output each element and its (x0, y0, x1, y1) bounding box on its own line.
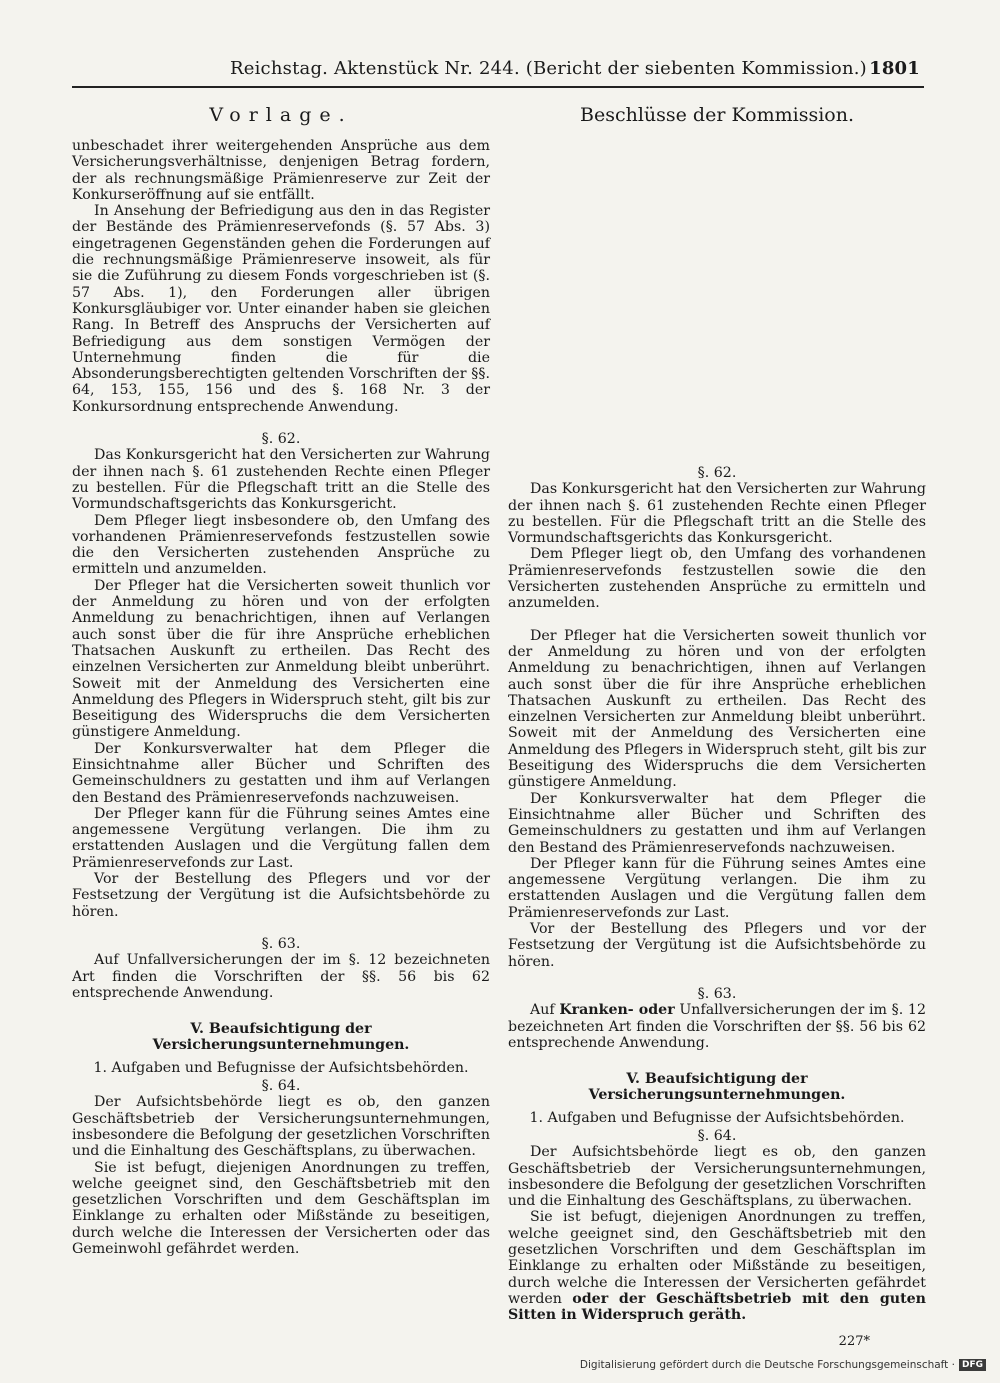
paragraph: Der Konkursverwalter hat dem Pfleger die Einsichtnahme aller Bücher und Schriften des Gemeinschuldners zu gestatten und ihm auf Verlangen den Bestand des Prämienreservefonds nachzuweisen. (508, 790, 926, 856)
right-column (508, 100, 926, 1349)
paragraph (508, 1002, 926, 1051)
paragraph (508, 1209, 926, 1323)
header-rule (72, 86, 924, 88)
paragraph: Der Aufsichtsbehörde liegt es ob, den ganzen Geschäftsbetrieb der Versicherungsunternehmungen, insbesondere die Befolgung der gesetzlichen Vorschriften und die Einhaltung des Geschäftsplans, zu überwachen. (72, 1094, 490, 1160)
left-column-heading: Vorlage. (209, 104, 353, 126)
section-heading-63: §. 63. (261, 935, 301, 952)
subheading: 1. Aufgaben und Befugnisse der Aufsichtsbehörden. (93, 1059, 469, 1076)
paragraph: Das Konkursgericht hat den Versicherten zur Wahrung der ihnen nach §. 61 zustehenden Rechte einen Pfleger zu bestellen. Für die Pflegschaft tritt an die Stelle des Vormundschaftsgerichts das Konkursgericht. (72, 447, 490, 513)
paragraph: Der Pfleger hat die Versicherten soweit thunlich vor der Anmeldung zu hören und von der erfolgten Anmeldung zu benachrichtigen, ihnen auf Verlangen auch sonst über die für ihre Ansprüche erheblichen Thatsachen Auskunft zu ertheilen. Das Recht des einzelnen Versicherten zur Anmeldung bleibt unberührt. Soweit mit der Anmeldung des Versicherten eine Anmeldung des Pflegers in Widerspruch steht, gilt bis zur Beseitigung des Widerspruchs die dem Versicherten günstigere Anmeldung. (508, 627, 926, 791)
paragraph: In Ansehung der Befriedigung aus den in das Register der Bestände des Prämienreservefonds (§. 57 Abs. 3) eingetragenen Gegenständen gehen die Forderungen auf die rechnungsmäßige Prämienreserve insoweit, als für sie die Zuführung zu diesem Fonds vorgeschrieben ist (§. 57 Abs. 1), den Forderungen aller übrigen Konkursgläubiger vor. Unter einander haben sie gleichen Rang. In Betreff des Anspruchs der Versicherten auf Befriedigung aus dem sonstigen Vermögen der Unternehmung finden die für die Absonderungsberechtigten geltenden Vorschriften der §§. 64, 153, 155, 156 und des §. 168 Nr. 3 der Konkursordnung entsprechende Anwendung. (72, 203, 490, 415)
emphasized-text: oder der Geschäftsbetrieb mit den guten Sitten in Widerspruch geräth. (508, 1290, 926, 1324)
paragraph: Das Konkursgericht hat den Versicherten zur Wahrung der ihnen nach §. 61 zustehenden Rechte einen Pfleger zu bestellen. Für die Pflegschaft tritt an die Stelle des Vormundschaftsgerichts das Konkursgericht. (508, 481, 926, 547)
paragraph: Der Aufsichtsbehörde liegt es ob, den ganzen Geschäftsbetrieb der Versicherungsunternehmungen, insbesondere die Befolgung der gesetzlichen Vorschriften und die Einhaltung des Geschäftsplans, zu überwachen. (508, 1144, 926, 1210)
section-heading-62: §. 62. (261, 431, 301, 448)
paragraph: Auf Unfallversicherungen der im §. 12 bezeichneten Art finden die Vorschriften der §§. 56 bis 62 entsprechende Anwendung. (72, 952, 490, 1001)
paragraph: Der Pfleger hat die Versicherten soweit thunlich vor der Anmeldung zu hören und von der erfolgten Anmeldung zu benachrichtigen, ihnen auf Verlangen auch sonst über die für ihre Ansprüche erheblichen Thatsachen Auskunft zu ertheilen. Das Recht des einzelnen Versicherten zur Anmeldung bleibt unberührt. Soweit mit der Anmeldung des Versicherten eine Anmeldung des Pflegers in Widerspruch steht, gilt bis zur Beseitigung des Widerspruchs die dem Versicherten günstigere Anmeldung. (72, 577, 490, 741)
credit-text: Digitalisierung gefördert durch die Deutsche Forschungsgemeinschaft · (579, 1359, 955, 1371)
dfg-logo: DFG (959, 1359, 986, 1371)
paragraph: Der Pfleger kann für die Führung seines Amtes eine angemessene Vergütung verlangen. Die ihm zu erstattenden Auslagen und die Vergütung fallen dem Prämienreservefonds zur Last. (72, 805, 490, 871)
digitization-credit (580, 1359, 986, 1371)
text-run: Unfallversicherungen der im §. 12 bezeichneten Art finden die Vorschriften der §§. 56 bis 62 entsprechende Anwendung. (508, 1002, 926, 1051)
paragraph: Dem Pfleger liegt insbesondere ob, den Umfang des vorhandenen Prämienreservefonds festzustellen sowie die den Versicherten zustehenden Ansprüche zu ermitteln und anzumelden. (72, 512, 490, 578)
section-heading-64: §. 64. (697, 1127, 737, 1144)
chapter-heading: V. Beaufsichtigung der Versicherungsunternehmungen. (588, 1071, 846, 1104)
emphasized-text: Kranken- oder (559, 1002, 675, 1019)
running-title: Reichstag. Aktenstück Nr. 244. (Bericht der siebenten Kommission.) (230, 58, 867, 79)
subheading: 1. Aufgaben und Befugnisse der Aufsichtsbehörden. (529, 1109, 905, 1126)
paragraph: Vor der Bestellung des Pflegers und vor der Festsetzung der Vergütung ist die Aufsichtsbehörde zu hören. (508, 921, 926, 970)
page-number: 1801 (869, 58, 920, 79)
section-heading-62: §. 62. (697, 465, 737, 481)
paragraph: unbeschadet ihrer weitergehenden Ansprüche aus dem Versicherungsverhältnisse, denjenigen Betrag fordern, der als rechnungsmäßige Prämienreserve zur Zeit der Konkurseröffnung auf sie entfällt. (72, 138, 490, 203)
paragraph: Der Pfleger kann für die Führung seines Amtes eine angemessene Vergütung verlangen. Die ihm zu erstattenden Auslagen und die Vergütung fallen dem Prämienreservefonds zur Last. (508, 855, 926, 921)
left-column (72, 100, 490, 1257)
signature-mark: 227* (838, 1333, 870, 1349)
chapter-heading: V. Beaufsichtigung der Versicherungsunternehmungen. (152, 1021, 410, 1054)
right-column-heading: Beschlüsse der Kommission. (580, 104, 854, 126)
section-heading-64: §. 64. (261, 1078, 301, 1095)
paragraph: Vor der Bestellung des Pflegers und vor der Festsetzung der Vergütung ist die Aufsichtsbehörde zu hören. (72, 871, 490, 920)
text-run: Auf (530, 1002, 555, 1019)
paragraph: Sie ist befugt, diejenigen Anordnungen zu treffen, welche geeignet sind, den Geschäftsbetrieb mit den gesetzlichen Vorschriften und dem Geschäftsplan im Einklange zu erhalten oder Mißstände zu beseitigen, durch welche die Interessen der Versicherten oder das Gemeinwohl gefährdet werden. (72, 1159, 490, 1257)
paragraph: Der Konkursverwalter hat dem Pfleger die Einsichtnahme aller Bücher und Schriften des Gemeinschuldners zu gestatten und ihm auf Verlangen den Bestand des Prämienreservefonds nachzuweisen. (72, 740, 490, 806)
page-header (230, 58, 920, 84)
section-heading-63: §. 63. (697, 985, 737, 1002)
blank-space (508, 612, 926, 628)
blank-space (508, 138, 926, 449)
paragraph: Dem Pfleger liegt ob, den Umfang des vorhandenen Prämienreservefonds festzustellen sowie die den Versicherten zustehenden Ansprüche zu ermitteln und anzumelden. (508, 546, 926, 612)
text-run: Sie ist befugt, diejenigen Anordnungen zu treffen, welche geeignet sind, den Geschäftsbetrieb mit den gesetzlichen Vorschriften und dem Geschäftsplan im Einklange zu erhalten oder Mißstände zu beseitigen, durch welche die Interessen der Versicherten gefährdet werden (508, 1209, 926, 1307)
